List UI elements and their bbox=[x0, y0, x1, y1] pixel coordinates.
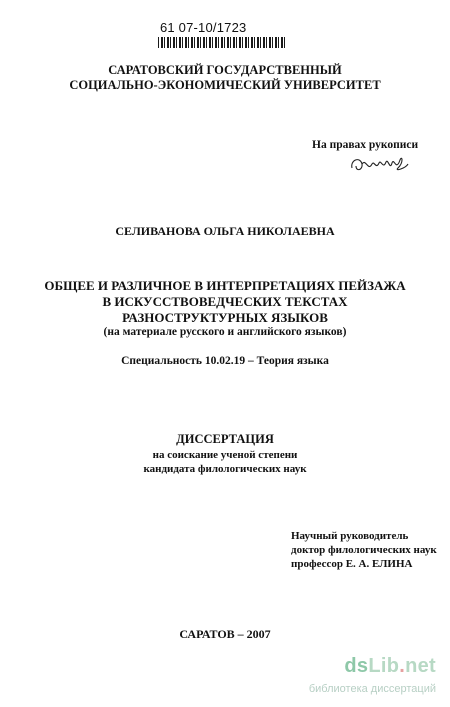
specialty: Специальность 10.02.19 – Теория языка bbox=[121, 355, 329, 367]
watermark-logo bbox=[344, 655, 436, 678]
handwritten-signature bbox=[348, 150, 410, 178]
dissertation-degree-line-2: кандидата филологических наук bbox=[143, 463, 307, 475]
author-name: СЕЛИВАНОВА ОЛЬГА НИКОЛАЕВНА bbox=[115, 224, 335, 238]
archive-code: 61 07-10/1723 bbox=[160, 20, 247, 35]
watermark-caption: библиотека диссертаций bbox=[308, 683, 436, 695]
watermark-logo-dot: . bbox=[399, 655, 406, 677]
dissertation-heading: ДИССЕРТАЦИЯ bbox=[176, 432, 274, 446]
barcode bbox=[158, 37, 286, 48]
watermark-logo-net: net bbox=[405, 655, 436, 677]
advisor-degree: доктор филологических наук bbox=[291, 544, 437, 556]
title-line-2: В ИСКУССТВОВЕДЧЕСКИХ ТЕКСТАХ bbox=[102, 294, 348, 309]
advisor-role: Научный руководитель bbox=[291, 530, 409, 542]
title-line-3: РАЗНОСТРУКТУРНЫХ ЯЗЫКОВ bbox=[122, 310, 328, 325]
university-name-line-2: СОЦИАЛЬНО-ЭКОНОМИЧЕСКИЙ УНИВЕРСИТЕТ bbox=[69, 78, 381, 92]
city-year: САРАТОВ – 2007 bbox=[179, 627, 271, 641]
watermark-logo-ds: ds bbox=[344, 655, 369, 677]
rights-note: На правах рукописи bbox=[312, 139, 419, 151]
dissertation-degree-line-1: на соискание ученой степени bbox=[152, 449, 298, 461]
title-subtitle: (на материале русского и английского языков) bbox=[103, 326, 347, 338]
advisor-name: профессор Е. А. ЕЛИНА bbox=[291, 558, 413, 570]
watermark-logo-lib: Lib bbox=[368, 655, 400, 677]
university-name-line-1: САРАТОВСКИЙ ГОСУДАРСТВЕННЫЙ bbox=[108, 63, 342, 77]
title-line-1: ОБЩЕЕ И РАЗЛИЧНОЕ В ИНТЕРПРЕТАЦИЯХ ПЕЙЗАЖА bbox=[44, 278, 406, 293]
